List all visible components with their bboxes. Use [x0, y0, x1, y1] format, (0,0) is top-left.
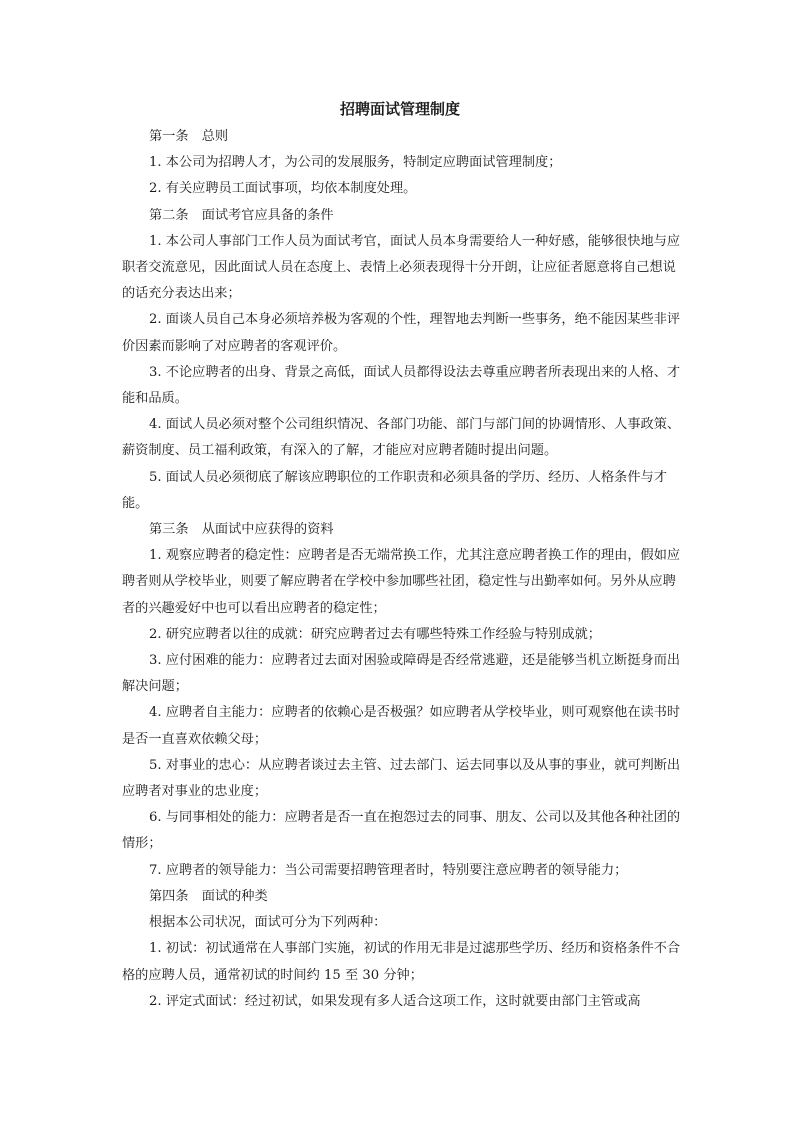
section-heading-4: 第四条 面试的种类 [149, 888, 268, 904]
paragraph: 1. 观察应聘者的稳定性：应聘者是否无端常换工作，尤其注意应聘者换工作的理由，假如应聘者则从学校毕业，则要了解应聘者在学校中参加哪些社团，稳定性与出勤率如何。另外从应聘者的兴趣爱好中也可以看出应聘者的稳定性； [122, 548, 681, 616]
paragraph: 7. 应聘者的领导能力：当公司需要招聘管理者时，特别要注意应聘者的领导能力； [149, 862, 628, 878]
paragraph: 4. 面试人员必须对整个公司组织情况、各部门功能、部门与部门间的协调情形、人事政策、薪资制度、员工福利政策，有深入的了解，才能应对应聘者随时提出问题。 [122, 417, 681, 459]
paragraph: 6. 与同事相处的能力：应聘者是否一直在抱怨过去的同事、朋友、公司以及其他各种社团的情形； [122, 810, 681, 852]
paragraph: 2. 评定式面试：经过初试，如果发现有多人适合这项工作，这时就要由部门主管或高 [149, 993, 641, 1009]
document-title: 招聘面试管理制度 [339, 100, 460, 118]
paragraph: 2. 面谈人员自己本身必须培养极为客观的个性，理智地去判断一些事务，绝不能因某些非评价因素而影响了对应聘者的客观评价。 [122, 312, 681, 354]
paragraph: 3. 不论应聘者的出身、背景之高低，面试人员都得设法去尊重应聘者所表现出来的人格、才能和品质。 [122, 364, 681, 407]
paragraph: 1. 本公司为招聘人才，为公司的发展服务，特制定应聘面试管理制度； [149, 155, 562, 171]
paragraph: 2. 研究应聘者以往的成就：研究应聘者过去有哪些特殊工作经验与特别成就； [149, 626, 601, 642]
paragraph: 1. 初试：初试通常在人事部门实施，初试的作用无非是过滤那些学历、经历和资格条件不合格的应聘人员，通常初试的时间约 15 至 30 分钟； [122, 941, 681, 983]
document-body [122, 124, 682, 1015]
paragraph: 5. 对事业的忠心：从应聘者谈过去主管、过去部门、运去同事以及从事的事业，就可判断出应聘者对事业的忠业度； [122, 757, 681, 800]
section-heading-3: 第三条 从面试中应获得的资料 [149, 522, 334, 538]
section-heading-1: 第一条 总则 [149, 129, 229, 144]
paragraph: 5. 面试人员必须彻底了解该应聘职位的工作职责和必须具备的学历、经历、人格条件与才能。 [122, 469, 667, 511]
paragraph: 4. 应聘者自主能力：应聘者的依赖心是否极强？如应聘者从学校毕业，则可观察他在读书时是否一直喜欢依赖父母； [122, 705, 681, 747]
paragraph: 1. 本公司人事部门工作人员为面试考官，面试人员本身需要给人一种好感，能够很快地与应职者交流意见，因此面试人员在态度上、表情上必须表现得十分开朗，让应征者愿意将自己想说的话充分表达出来； [122, 233, 681, 302]
paragraph: 3. 应付困难的能力：应聘者过去面对困验或障碍是否经常逃避，还是能够当机立断挺身而出解决问题； [122, 653, 681, 695]
section-heading-2: 第二条 面试考官应具备的条件 [149, 207, 334, 223]
paragraph: 2. 有关应聘员工面试事项，均依本制度处理。 [149, 181, 417, 197]
paragraph: 根据本公司状况，面试可分为下列两种： [149, 915, 387, 931]
